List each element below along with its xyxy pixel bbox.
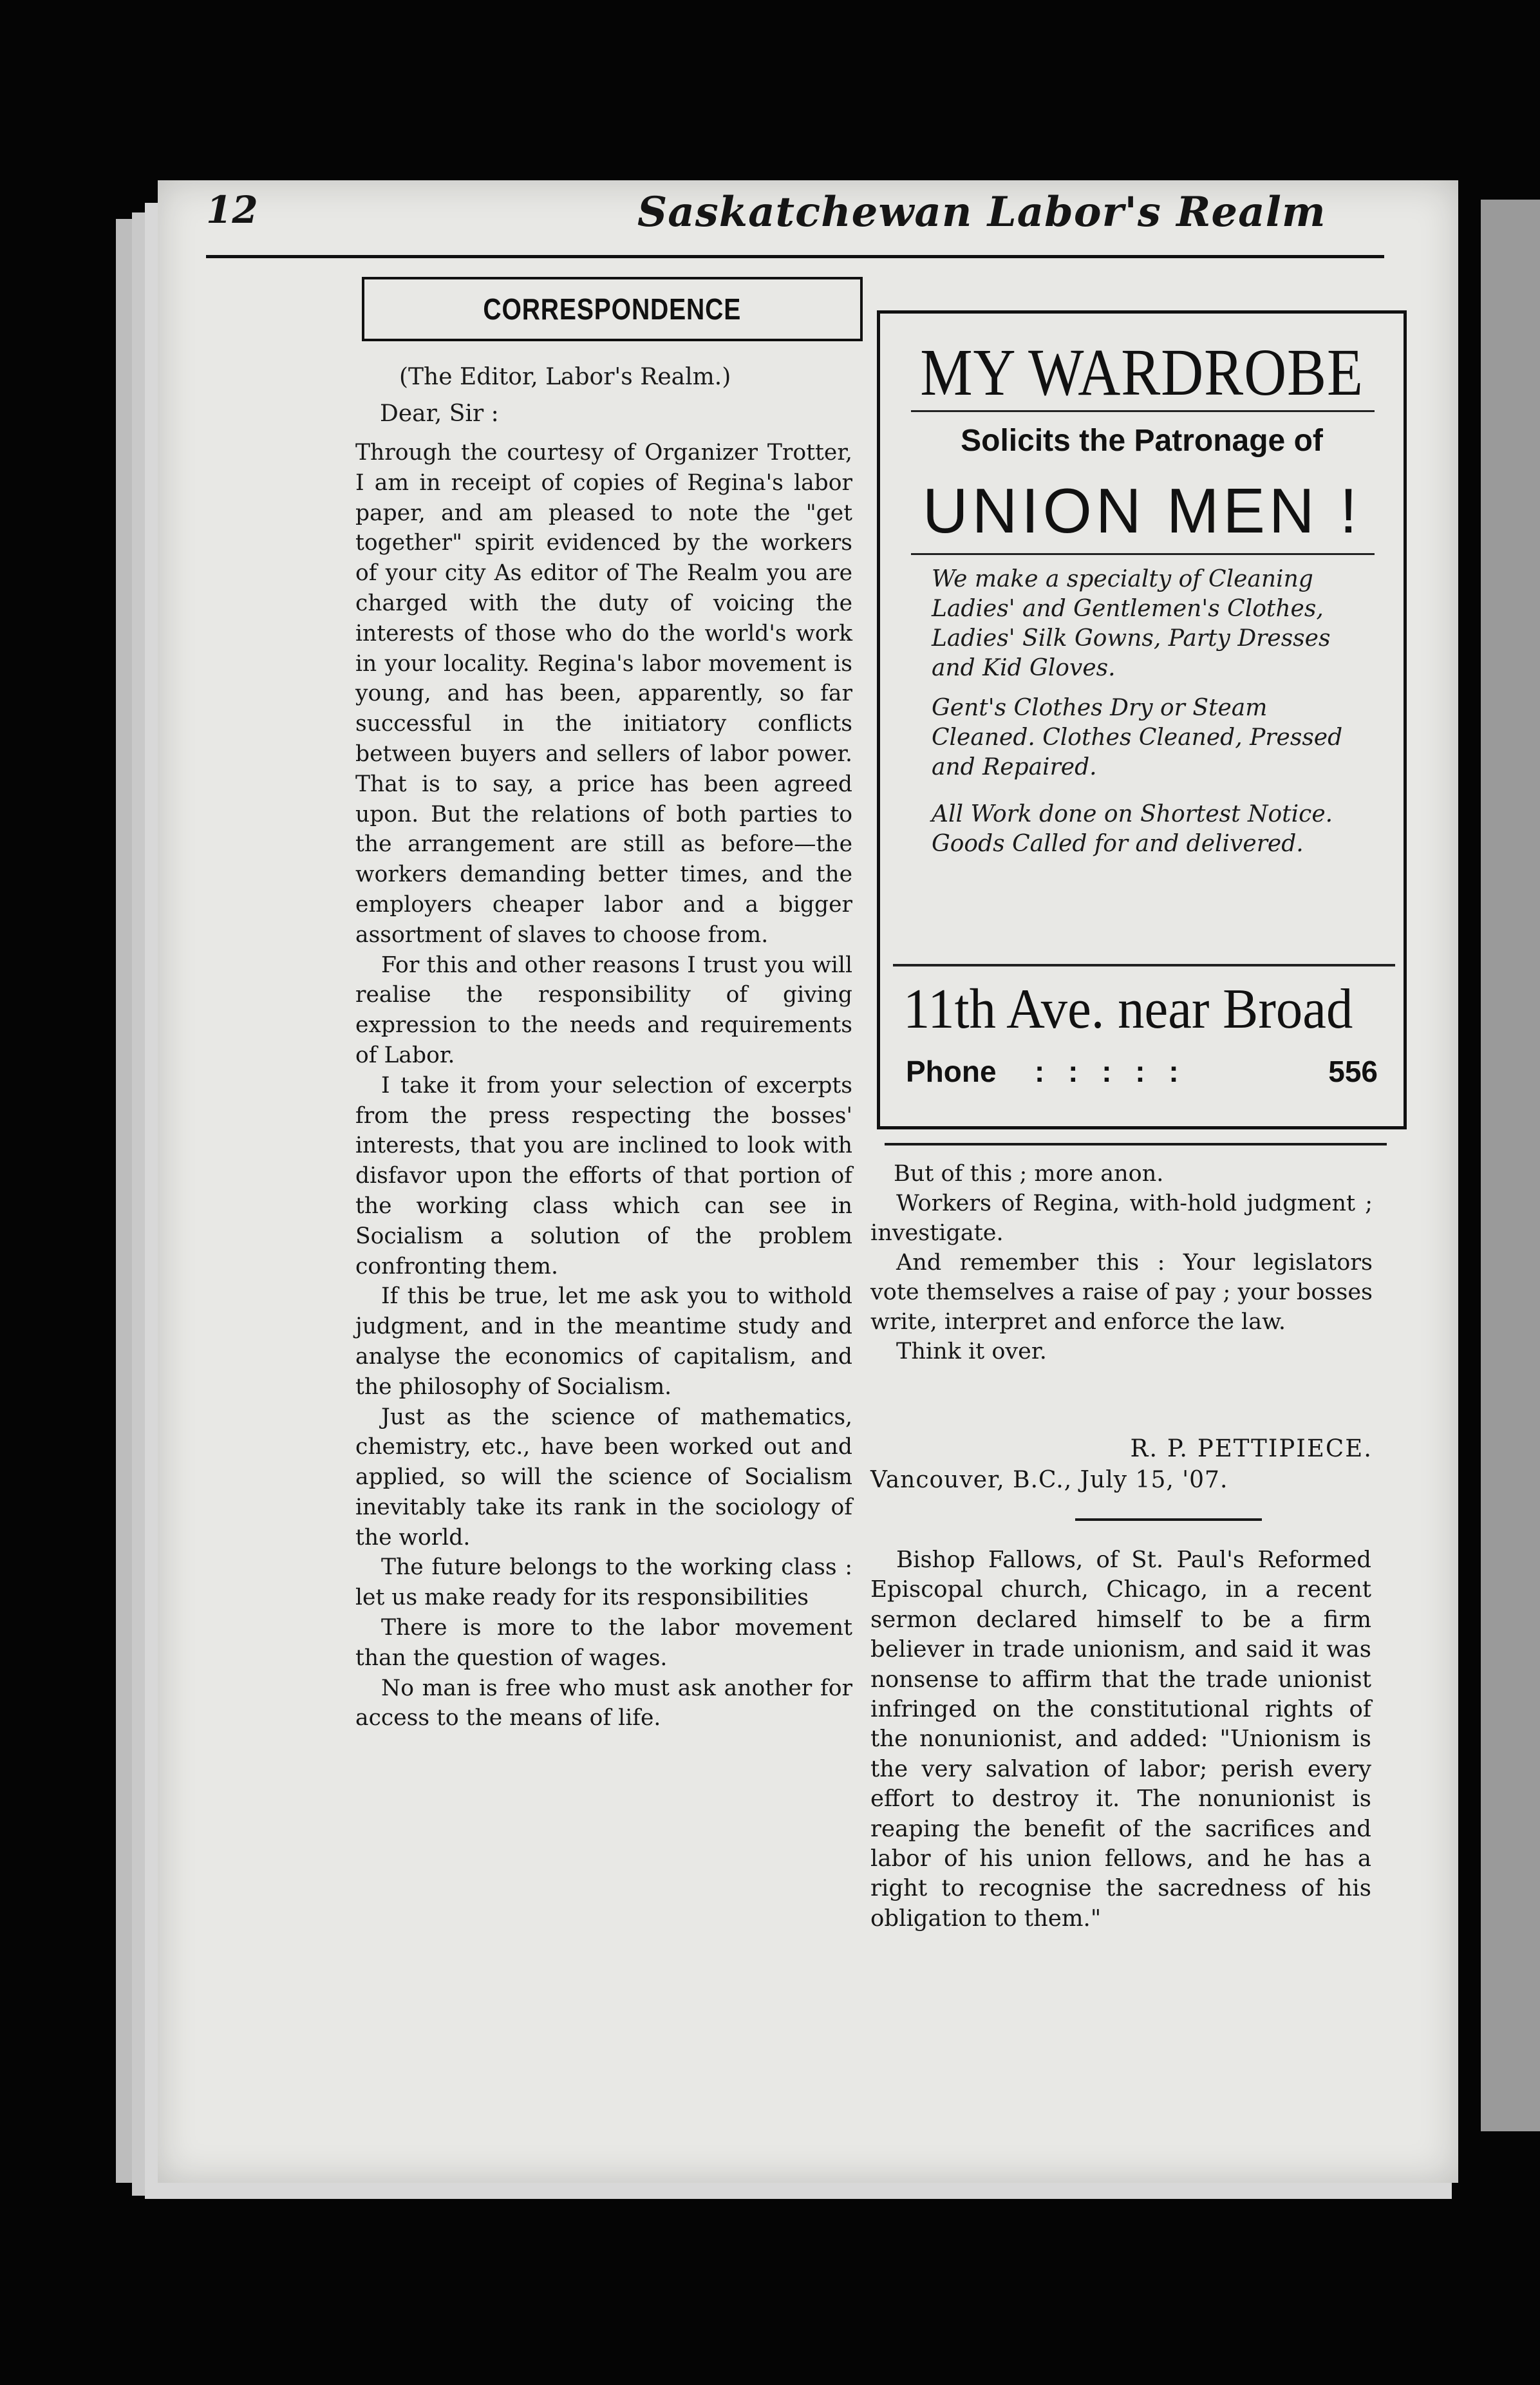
letter-signature: R. P. PETTIPIECE.	[1130, 1435, 1373, 1462]
letter-salutation: Dear, Sir :	[380, 401, 499, 427]
correspondence-heading: CORRESPONDENCE	[483, 292, 742, 326]
letter-addressee: (The Editor, Labor's Realm.)	[399, 364, 731, 390]
letter-body	[355, 438, 852, 1733]
ad-specialty-text: We make a specialty of Cleaning Ladies' and Gentlemen's Clothes, Ladies' Silk Gowns, Party Dresses and Kid Gloves.	[932, 566, 1331, 681]
ad-divider	[911, 410, 1375, 412]
ad-shortest-notice-text: All Work done on Shortest Notice. Goods Called for and delivered.	[932, 801, 1333, 857]
letter-paragraph: No man is free who must ask another for access to the means of life.	[355, 1675, 852, 1731]
letter-continuation	[870, 1159, 1373, 1366]
letter-paragraph: I take it from your selection of excerpts from the press respecting the bosses' interests, that you are inclined to look with disfavor upon the efforts of that portion of the working class which can see in Socialism a solution of the problem confronting them.	[355, 1072, 852, 1279]
ad-phone-number: 556	[1328, 1055, 1378, 1088]
running-head: Saskatchewan Labor's Realm	[637, 188, 1326, 236]
letter-dateline: Vancouver, B.C., July 15, '07.	[870, 1467, 1228, 1493]
ad-gents-text: Gent's Clothes Dry or Steam Cleaned. Clothes Cleaned, Pressed and Repaired.	[932, 695, 1343, 780]
letter-paragraph: Workers of Regina, with-hold judgment ; investigate.	[870, 1191, 1373, 1246]
ad-phone-label: Phone	[906, 1055, 997, 1088]
bishop-fallows-article	[870, 1545, 1371, 1934]
column-divider	[885, 1143, 1387, 1145]
wardrobe-advertisement	[877, 310, 1407, 1129]
header-rule	[206, 255, 1384, 258]
ad-union-men: UNION MEN !	[922, 475, 1362, 546]
ad-solicits-line: Solicits the Patronage of	[961, 424, 1323, 458]
ad-title: MY WARDROBE	[920, 335, 1364, 410]
letter-paragraph: If this be true, let me ask you to withold judgment, and in the meantime study and analyse the economics of capitalism, and the philosophy of Socialism.	[355, 1283, 852, 1400]
letter-paragraph: But of this ; more anon.	[894, 1161, 1164, 1187]
letter-paragraph: Just as the science of mathematics, chemistry, etc., have been worked out and applied, so will the science of Socialism inevitably take its rank in the sociology of the world.	[355, 1404, 852, 1551]
letter-paragraph: The future belongs to the working class : let us make ready for its responsibilities	[355, 1554, 852, 1611]
ad-phone-dots: : : : : :	[1035, 1055, 1187, 1088]
letter-paragraph: There is more to the labor movement than the question of wages.	[355, 1615, 852, 1671]
ad-address: 11th Ave. near Broad	[903, 978, 1353, 1041]
ad-divider	[911, 553, 1375, 555]
letter-paragraph: Think it over.	[896, 1339, 1047, 1364]
letter-paragraph: Through the courtesy of Organizer Trotter, I am in receipt of copies of Regina's labor paper, and am pleased to note the "get together" spirit evidenced by the workers of your city As editor of The Realm you are charged with the duty of voicing the interests of those who do the world's work in your locality. Regina's labor movement is young, and has been, apparently, so far successful in the initiatory conflicts between buyers and sellers of labor power. That is to say, a price has been agreed upon. But the relations of both parties to the arrangement are still as before—the workers demanding better times, and the employers cheaper labor and a bigger assortment of slaves to choose from.	[355, 440, 852, 948]
ad-divider	[893, 964, 1395, 966]
letter-paragraph: For this and other reasons I trust you will realise the responsibility of giving expression to the needs and requirements of Labor.	[355, 952, 852, 1068]
page-number: 12	[206, 188, 258, 232]
article-paragraph: Bishop Fallows, of St. Paul's Reformed Episcopal church, Chicago, in a recent sermon declared himself to be a firm believer in trade unionism, and said it was nonsense to affirm that the trade unionist infringed on the constitutional rights of the nonunionist, and added: "Unionism is the very salvation of labor; perish every effort to destroy it. The nonunionist is reaping the benefit of the sacrifices and labor of his union fellows, and he has a right to recognise the sacredness of his obligation to them."	[870, 1547, 1371, 1932]
article-divider	[1075, 1518, 1262, 1521]
adjacent-page-edge	[1481, 200, 1540, 2131]
correspondence-heading-box	[362, 277, 863, 341]
letter-paragraph: And remember this : Your legislators vote themselves a raise of pay ; your bosses write, interpret and enforce the law.	[870, 1250, 1373, 1335]
